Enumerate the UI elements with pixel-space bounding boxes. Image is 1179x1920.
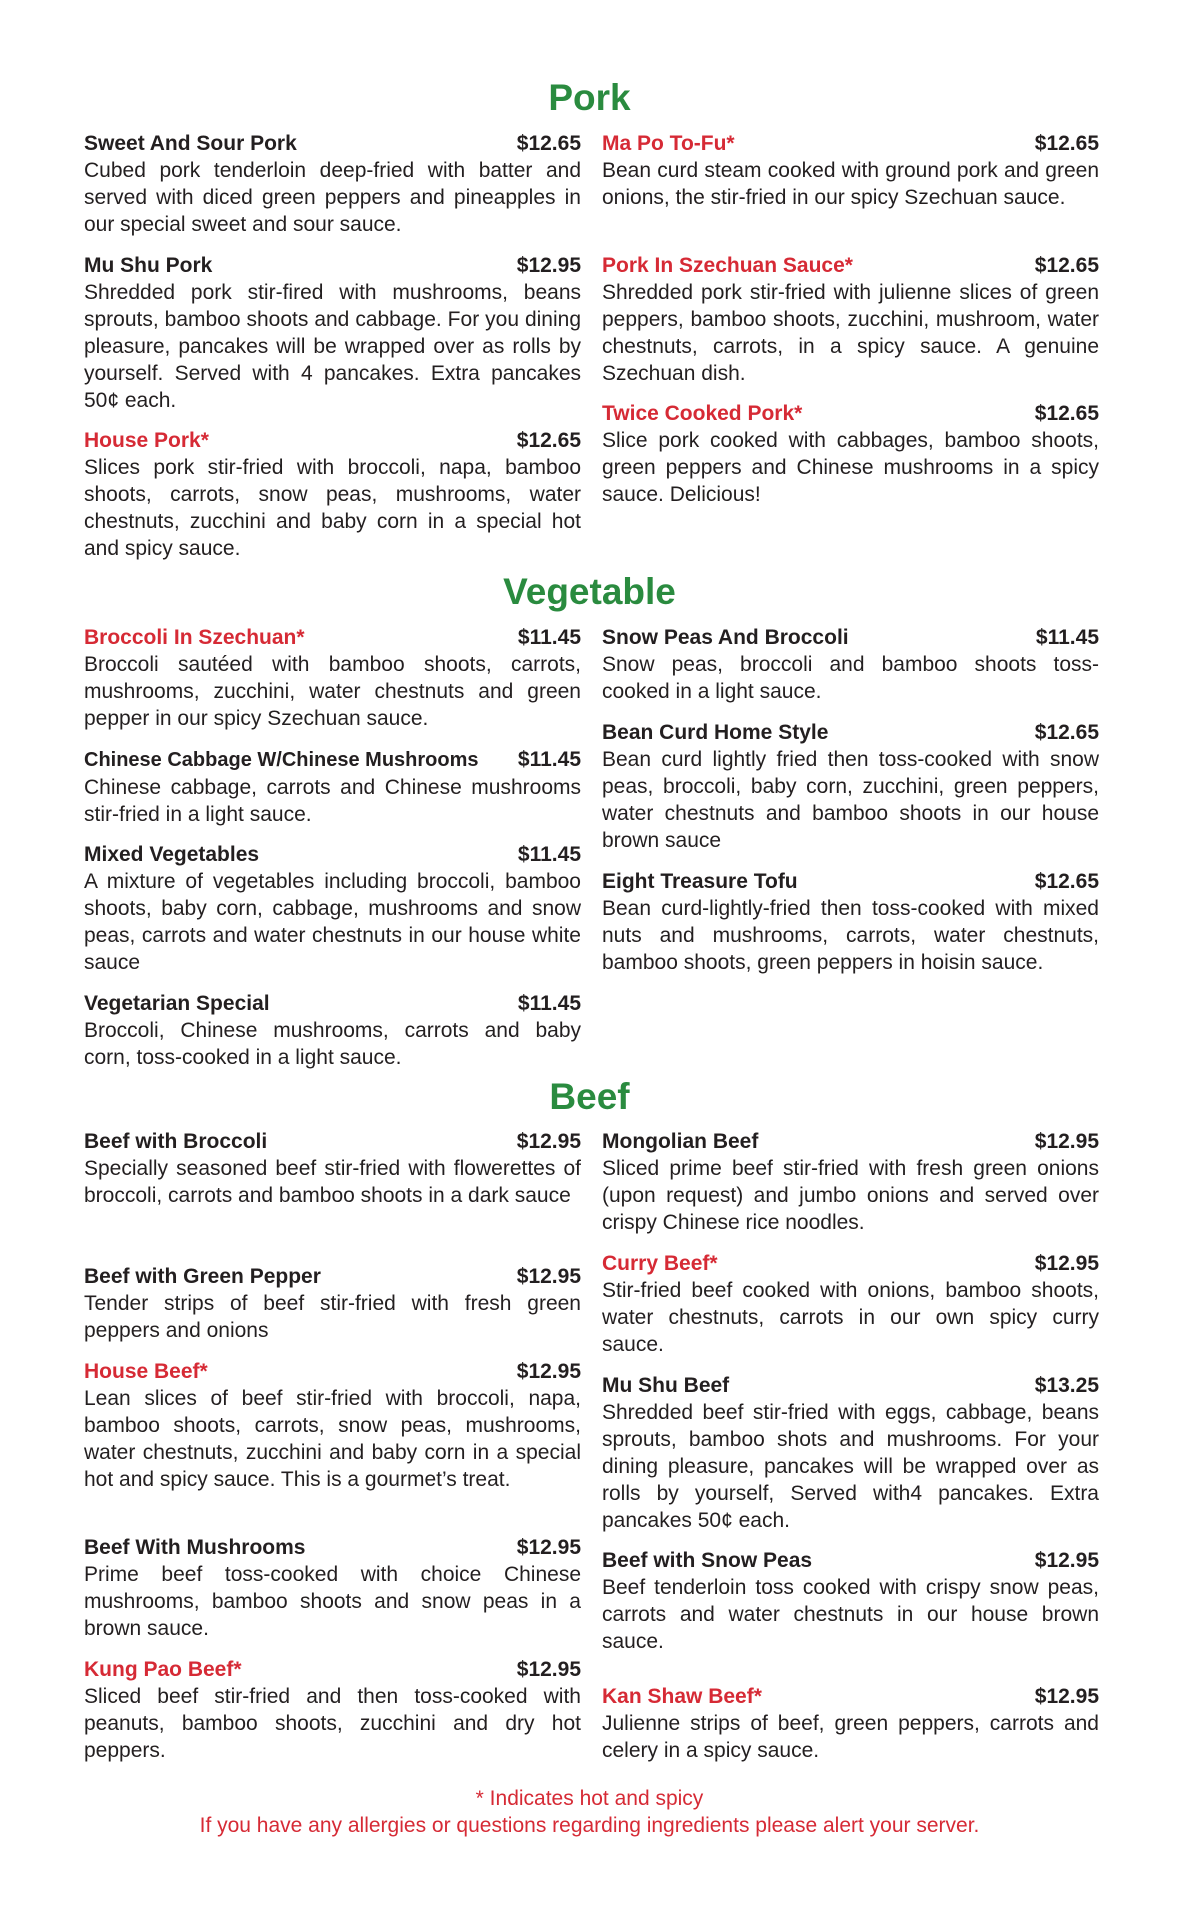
item-name: Curry Beef*: [602, 1252, 718, 1275]
item-header: [84, 990, 581, 1017]
item-header: [84, 1358, 581, 1385]
item-header: [602, 1683, 1099, 1710]
item-description: Beef tenderloin toss cooked with crispy snow peas, carrots and water chestnuts in our house brown sauce.: [602, 1576, 1099, 1653]
item-name: House Beef*: [84, 1360, 208, 1383]
item-name: Kan Shaw Beef*: [602, 1685, 762, 1708]
menu-item: [84, 252, 581, 414]
item-name: Mongolian Beef: [602, 1130, 759, 1153]
item-header: [602, 1128, 1099, 1155]
item-price: $11.45: [517, 843, 581, 866]
item-price: $12.95: [516, 1536, 581, 1559]
item-name: Twice Cooked Pork*: [602, 402, 803, 425]
item-description: Bean curd lightly fried then toss-cooked with snow peas, broccoli, baby corn, zucchini, green peppers, water chestnuts and bamboo shoots in our house brown sauce: [602, 748, 1099, 852]
menu-item: [602, 1128, 1099, 1236]
menu-item: [602, 1250, 1099, 1358]
item-header: [84, 1656, 581, 1683]
item-header: [84, 252, 581, 279]
menu-item: [84, 1358, 581, 1493]
item-price: $11.45: [517, 626, 581, 649]
item-description: Sliced beef stir-fried and then toss-cooked with peanuts, bamboo shoots, zucchini and dry hot peppers.: [84, 1685, 581, 1762]
item-name: Sweet And Sour Pork: [84, 132, 297, 155]
item-header: [602, 868, 1099, 895]
menu-item: [602, 400, 1099, 508]
item-name: Kung Pao Beef*: [84, 1658, 242, 1681]
item-name: Mu Shu Beef: [602, 1374, 730, 1397]
allergy-note: If you have any allergies or questions regarding ingredients please alert your server.: [199, 1814, 980, 1837]
menu-item: [602, 868, 1099, 976]
item-description: Slice pork cooked with cabbages, bamboo shoots, green peppers and Chinese mushrooms in a spicy sauce. Delicious!: [602, 429, 1099, 506]
item-description: Broccoli, Chinese mushrooms, carrots and baby corn, toss-cooked in a light sauce.: [84, 1019, 581, 1069]
section-title-pork: Pork: [548, 77, 631, 118]
menu-item: [602, 252, 1099, 387]
item-price: $12.65: [1034, 132, 1099, 155]
item-description: Slices pork stir-fried with broccoli, napa, bamboo shoots, carrots, snow peas, mushrooms, water chestnuts, zucchini and baby corn in a special hot and spicy sauce.: [84, 456, 581, 560]
item-price: $11.45: [517, 992, 581, 1015]
item-description: Specially seasoned beef stir-fried with flowerettes of broccoli, carrots and bamboo shoots in a dark sauce: [84, 1157, 581, 1207]
item-name: Chinese Cabbage W/Chinese Mushrooms: [84, 749, 479, 771]
item-header: [602, 1250, 1099, 1277]
item-name: House Pork*: [84, 429, 209, 452]
item-description: Tender strips of beef stir-fried with fresh green peppers and onions: [84, 1292, 581, 1342]
menu-item: [84, 1534, 581, 1642]
item-description: Julienne strips of beef, green peppers, carrots and celery in a spicy sauce.: [602, 1712, 1099, 1762]
item-header: [84, 746, 581, 774]
hot-spicy-note: * Indicates hot and spicy: [475, 1787, 704, 1810]
item-header: [602, 719, 1099, 746]
item-price: $12.65: [1034, 721, 1099, 744]
menu-item: [602, 624, 1099, 705]
item-description: Shredded beef stir-fried with eggs, cabbage, beans sprouts, bamboo shots and mushrooms. For your dining pleasure, pancakes will be wrapped over as rolls by yourself, Served with4 pancakes. Extra pancakes 50¢ each.: [602, 1401, 1099, 1532]
item-header: [602, 1372, 1099, 1399]
item-name: Snow Peas And Broccoli: [602, 626, 849, 649]
section-title-vegetable: Vegetable: [503, 571, 676, 612]
item-header: [84, 841, 581, 868]
item-description: Bean curd-lightly-fried then toss-cooked with mixed nuts and mushrooms, carrots, water chestnuts, bamboo shoots, green peppers in hoisin sauce.: [602, 897, 1099, 974]
menu-item: [84, 841, 581, 976]
item-price: $13.25: [1034, 1374, 1099, 1397]
item-name: Mu Shu Pork: [84, 254, 213, 277]
item-price: $12.95: [516, 254, 581, 277]
item-price: $12.95: [1034, 1549, 1099, 1572]
menu-item: [84, 1128, 581, 1209]
item-name: Beef With Mushrooms: [84, 1536, 306, 1559]
item-header: [602, 624, 1099, 651]
item-description: Lean slices of beef stir-fried with broccoli, napa, bamboo shoots, carrots, snow peas, mushrooms, water chestnuts, zucchini and baby corn in a special hot and spicy sauce. This is a gourmet’s treat.: [84, 1387, 581, 1491]
item-price: $11.45: [517, 748, 581, 771]
item-price: $12.95: [516, 1360, 581, 1383]
item-price: $11.45: [1035, 626, 1099, 649]
menu-item: [602, 719, 1099, 854]
item-description: Prime beef toss-cooked with choice Chinese mushrooms, bamboo shoots and snow peas in a brown sauce.: [84, 1563, 581, 1640]
item-description: Sliced prime beef stir-fried with fresh green onions (upon request) and jumbo onions and served over crispy Chinese rice noodles.: [602, 1157, 1099, 1234]
item-name: Bean Curd Home Style: [602, 721, 829, 744]
item-description: Shredded pork stir-fried with julienne slices of green peppers, bamboo shoots, zucchini, mushroom, water chestnuts, carrots, in a spicy sauce. A genuine Szechuan dish.: [602, 281, 1099, 385]
item-name: Vegetarian Special: [84, 992, 270, 1015]
item-name: Pork In Szechuan Sauce*: [602, 254, 853, 277]
item-price: $12.95: [1034, 1685, 1099, 1708]
item-description: Snow peas, broccoli and bamboo shoots toss-cooked in a light sauce.: [602, 653, 1099, 703]
item-description: Broccoli sautéed with bamboo shoots, carrots, mushrooms, zucchini, water chestnuts and green pepper in our spicy Szechuan sauce.: [84, 653, 581, 730]
item-header: [84, 1534, 581, 1561]
item-header: [84, 1263, 581, 1290]
menu-item: [602, 1372, 1099, 1534]
item-header: [602, 130, 1099, 157]
item-description: Stir-fried beef cooked with onions, bamboo shoots, water chestnuts, carrots in our own spicy curry sauce.: [602, 1279, 1099, 1356]
item-description: Bean curd steam cooked with ground pork and green onions, the stir-fried in our spicy Szechuan sauce.: [602, 159, 1099, 209]
menu-item: [84, 746, 581, 828]
item-header: [84, 130, 581, 157]
item-price: $12.65: [1034, 254, 1099, 277]
item-price: $12.95: [516, 1130, 581, 1153]
menu-item: [84, 130, 581, 238]
menu-item: [84, 624, 581, 732]
item-name: Beef with Broccoli: [84, 1130, 268, 1153]
item-header: [84, 1128, 581, 1155]
item-name: Beef with Snow Peas: [602, 1549, 813, 1572]
item-price: $12.95: [1034, 1130, 1099, 1153]
item-price: $12.65: [516, 132, 581, 155]
item-header: [602, 252, 1099, 279]
item-price: $12.95: [1034, 1252, 1099, 1275]
item-description: Cubed pork tenderloin deep-fried with batter and served with diced green peppers and pineapples in our special sweet and sour sauce.: [84, 159, 581, 236]
menu-item: [84, 990, 581, 1071]
item-description: A mixture of vegetables including broccoli, bamboo shoots, baby corn, cabbage, mushrooms and snow peas, carrots and water chestnuts in our house white sauce: [84, 870, 581, 974]
item-name: Ma Po To-Fu*: [602, 132, 735, 155]
item-description: Chinese cabbage, carrots and Chinese mushrooms stir-fried in a light sauce.: [84, 776, 581, 826]
menu-item: [84, 427, 581, 562]
item-price: $12.65: [1034, 402, 1099, 425]
item-header: [602, 400, 1099, 427]
menu-item: [602, 1683, 1099, 1764]
item-name: Eight Treasure Tofu: [602, 870, 798, 893]
section-title-beef: Beef: [549, 1076, 630, 1117]
menu-item: [602, 130, 1099, 211]
item-description: Shredded pork stir-fired with mushrooms, beans sprouts, bamboo shoots and cabbage. For you dining pleasure, pancakes will be wrapped over as rolls by yourself. Served with 4 pancakes. Extra pancakes 50¢ each.: [84, 281, 581, 412]
item-header: [602, 1547, 1099, 1574]
item-name: Mixed Vegetables: [84, 843, 260, 866]
item-header: [84, 624, 581, 651]
menu-item: [602, 1547, 1099, 1655]
menu-item: [84, 1263, 581, 1344]
item-price: $12.65: [516, 429, 581, 452]
menu-item: [84, 1656, 581, 1764]
item-header: [84, 427, 581, 454]
item-price: $12.95: [516, 1658, 581, 1681]
item-price: $12.95: [516, 1265, 581, 1288]
item-name: Broccoli In Szechuan*: [84, 626, 305, 649]
item-name: Beef with Green Pepper: [84, 1265, 321, 1288]
item-price: $12.65: [1034, 870, 1099, 893]
